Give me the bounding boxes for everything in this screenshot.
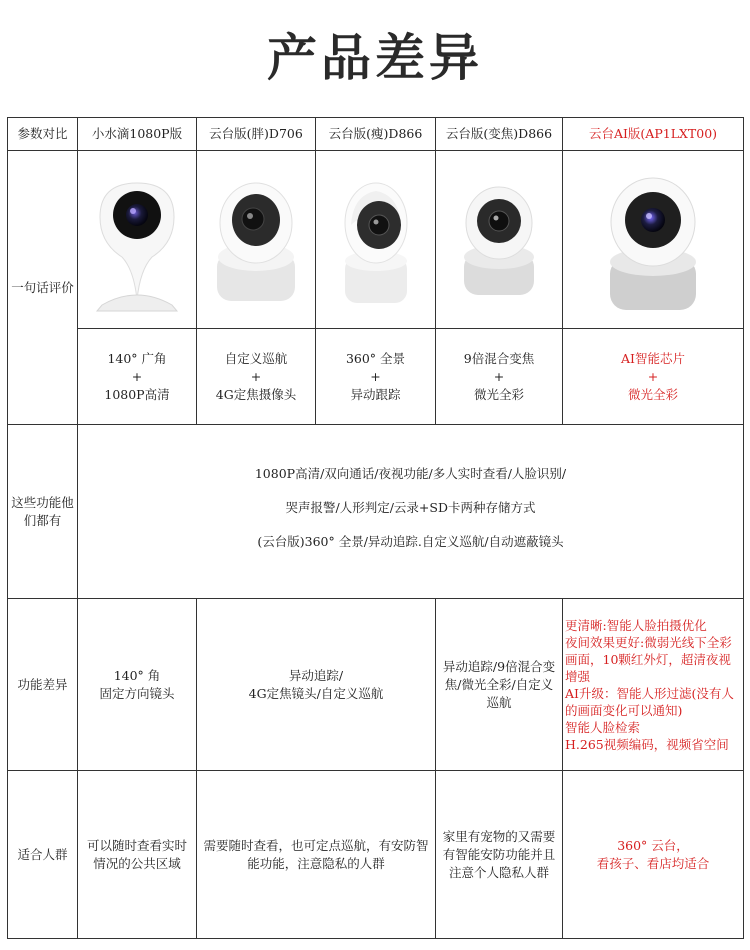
- differences-zoom: 异动追踪/9倍混合变焦/微光全彩/自定义巡航: [436, 599, 563, 771]
- common-features-row: [8, 425, 744, 599]
- audience-row: [8, 771, 744, 939]
- product-name: 小水滴1080P版: [78, 118, 197, 151]
- ai-ptz-camera-image: [588, 160, 718, 320]
- product-image-ai: [563, 151, 744, 329]
- common-label: 这些功能他们都有: [8, 425, 78, 599]
- product-name: 云台版(瘦)D866: [316, 118, 436, 151]
- common-line: (云台版)360° 全景/异动追踪.自定义巡航/自动遮蔽镜头: [257, 533, 564, 549]
- product-name: 云台版(胖)D706: [197, 118, 316, 151]
- ptz-camera-image: [444, 165, 554, 315]
- audience-ai: 360° 云台， 看孩子、看店均适合: [563, 771, 744, 939]
- summary-cell-ai: AI智能芯片 + 微光全彩: [563, 329, 744, 425]
- summary-label: 一句话评价: [8, 151, 78, 425]
- comparison-table: [7, 117, 744, 939]
- product-image-ptz-fat: [197, 151, 316, 329]
- page-title: 产品差异: [267, 29, 483, 87]
- common-line: 哭声报警/人形判定/云录+SD卡两种存储方式: [285, 499, 536, 515]
- product-name: 云台版(变焦)D866: [436, 118, 563, 151]
- water-drop-camera-image: [82, 165, 192, 315]
- audience-ptz: 需要随时查看，也可定点巡航，有安防智能功能，注意隐私的人群: [197, 771, 436, 939]
- image-row: [8, 151, 744, 329]
- audience-zoom: 家里有宠物的又需要有智能安防功能并且注意个人隐私人群: [436, 771, 563, 939]
- product-image-ptz-zoom: [436, 151, 563, 329]
- param-label: 参数对比: [8, 118, 78, 151]
- audience-label: 适合人群: [8, 771, 78, 939]
- differences-label: 功能差异: [8, 599, 78, 771]
- summary-cell: 140° 广角 + 1080P高清: [78, 329, 197, 425]
- product-name-ai: 云台AI版(AP1LXT00): [563, 118, 744, 151]
- audience-drop: 可以随时查看实时情况的公共区域: [78, 771, 197, 939]
- summary-cell: 自定义巡航 + 4G定焦摄像头: [197, 329, 316, 425]
- differences-drop: 140° 角 固定方向镜头: [78, 599, 197, 771]
- ptz-camera-image: [201, 165, 311, 315]
- differences-ai: 更清晰:智能人脸拍摄优化 夜间效果更好:微弱光线下全彩画面，10颗红外灯，超清夜视增强 AI升级：智能人形过滤(没有人的画面变化可以通知) 智能人脸检索 H.265视频编码，视频省空间: [563, 599, 744, 771]
- common-features: [78, 425, 744, 599]
- summary-cell: 9倍混合变焦 + 微光全彩: [436, 329, 563, 425]
- differences-ptz: 异动追踪/ 4G定焦镜头/自定义巡航: [197, 599, 436, 771]
- product-image-ptz-thin: [316, 151, 436, 329]
- summary-cell: 360° 全景 + 异动跟踪: [316, 329, 436, 425]
- header-row: [8, 118, 744, 151]
- differences-row: [8, 599, 744, 771]
- common-line: 1080P高清/双向通话/夜视功能/多人实时查看/人脸识别/: [254, 465, 567, 481]
- ptz-camera-image: [321, 165, 431, 315]
- summary-row: [8, 329, 744, 425]
- product-image-drop: [78, 151, 197, 329]
